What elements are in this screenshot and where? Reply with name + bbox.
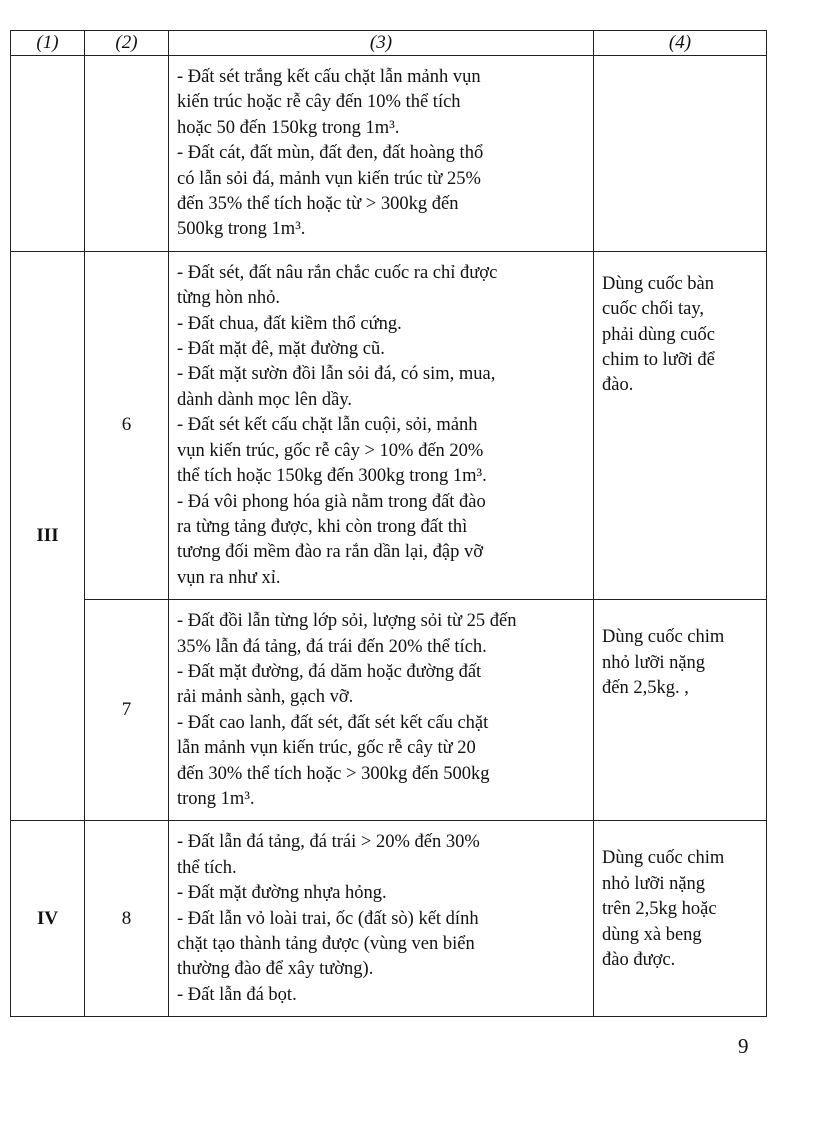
- desc-line: - Đất cát, đất mùn, đất đen, đất hoàng thổ: [177, 143, 484, 164]
- desc-line: vụn kiến trúc, gốc rễ cây > 10% đến 20%: [177, 440, 484, 461]
- table-row-continuation: [11, 56, 767, 252]
- header-row: [11, 31, 767, 56]
- desc-line: - Đất cao lanh, đất sét, đất sét kết cấu chặt: [177, 712, 489, 733]
- table-row-8: [11, 821, 767, 1017]
- header-col-4: (4): [594, 31, 767, 56]
- tool-line: Dùng cuốc bàn: [602, 273, 714, 294]
- description-cell: [169, 56, 594, 252]
- row-number-6: 6: [85, 251, 169, 599]
- desc-line: - Đất lẫn vỏ loài trai, ốc (đất sò) kết dính: [177, 908, 479, 929]
- desc-line: - Đá vôi phong hóa già nằm trong đất đào: [177, 491, 486, 512]
- row-number-8: 8: [85, 821, 169, 1017]
- row-number-7: 7: [85, 600, 169, 821]
- desc-line: thường đào để xây tường).: [177, 959, 374, 980]
- description-cell: [169, 600, 594, 821]
- desc-line: - Đất lẫn đá tảng, đá trái > 20% đến 30%: [177, 832, 480, 853]
- desc-line: - Đất lẫn đá bọt.: [177, 984, 297, 1005]
- desc-line: tương đối mềm đào ra rắn dần lại, đập vỡ: [177, 542, 483, 563]
- desc-line: thể tích hoặc 150kg đến 300kg trong 1m³.: [177, 466, 487, 487]
- tool-line: cuốc chối tay,: [602, 299, 705, 320]
- group-cell-empty: [11, 56, 85, 252]
- desc-line: đến 30% thể tích hoặc > 300kg đến 500kg: [177, 763, 490, 784]
- tool-line: đào được.: [602, 950, 676, 970]
- tool-cell-empty: [594, 56, 767, 252]
- tool-line: Dùng cuốc chim: [602, 848, 725, 869]
- desc-line: - Đất sét trắng kết cấu chặt lẫn mảnh vụn: [177, 67, 481, 87]
- desc-line: - Đất mặt đường, đá dăm hoặc đường đất: [177, 661, 482, 682]
- desc-line: thể tích.: [177, 857, 237, 878]
- desc-line: - Đất đồi lẫn từng lớp sỏi, lượng sỏi từ 25 đến: [177, 611, 517, 632]
- header-col-3: (3): [169, 31, 594, 56]
- desc-line: 500kg trong 1m³.: [177, 219, 306, 240]
- tool-line: phải dùng cuốc: [602, 324, 716, 345]
- tool-line: đào.: [602, 375, 634, 396]
- desc-line: dành dành mọc lên dầy.: [177, 389, 353, 410]
- page-number: 9: [738, 1034, 749, 1058]
- table-row-6: [11, 251, 767, 599]
- group-label-III: III: [11, 251, 85, 821]
- desc-line: - Đất mặt đường nhựa hỏng.: [177, 883, 387, 904]
- number-cell-empty: [85, 56, 169, 252]
- tool-cell: [594, 251, 767, 599]
- table-row-7: [11, 600, 767, 821]
- desc-line: chặt tạo thành tảng được (vùng ven biển: [177, 934, 475, 954]
- desc-line: từng hòn nhỏ.: [177, 288, 281, 309]
- desc-line: hoặc 50 đến 150kg trong 1m³.: [177, 117, 400, 138]
- desc-line: kiến trúc hoặc rễ cây đến 10% thể tích: [177, 92, 461, 113]
- tool-line: chim to lưỡi để: [602, 350, 715, 371]
- desc-line: - Đất sét kết cấu chặt lẫn cuội, sỏi, mảnh: [177, 415, 478, 436]
- group-label-IV: IV: [11, 821, 85, 1017]
- desc-line: đến 35% thể tích hoặc từ > 300kg đến: [177, 194, 459, 215]
- tool-cell: [594, 600, 767, 821]
- desc-line: lẫn mảnh vụn kiến trúc, gốc rễ cây từ 20: [177, 738, 476, 759]
- description-cell: [169, 821, 594, 1017]
- tool-line: Dùng cuốc chim: [602, 627, 725, 648]
- desc-line: 35% lẫn đá tảng, đá trái đến 20% thể tích.: [177, 636, 487, 657]
- description-cell: [169, 251, 594, 599]
- desc-line: - Đất mặt đê, mặt đường cũ.: [177, 339, 385, 360]
- desc-line: - Đất chua, đất kiềm thổ cứng.: [177, 313, 402, 334]
- desc-line: ra từng tảng được, khi còn trong đất thì: [177, 516, 468, 537]
- tool-line: dùng xà beng: [602, 924, 702, 945]
- desc-line: rải mảnh sành, gạch vỡ.: [177, 687, 354, 708]
- tool-line: đến 2,5kg. ,: [602, 677, 689, 698]
- tool-line: nhỏ lưỡi nặng: [602, 873, 706, 894]
- desc-line: - Đất sét, đất nâu rắn chắc cuốc ra chỉ được: [177, 262, 498, 283]
- desc-line: có lẫn sỏi đá, mảnh vụn kiến trúc từ 25%: [177, 168, 481, 189]
- tool-line: nhỏ lưỡi nặng: [602, 652, 706, 673]
- header-col-2: (2): [85, 31, 169, 56]
- desc-line: trong 1m³.: [177, 788, 255, 809]
- desc-line: vụn ra như xỉ.: [177, 567, 281, 588]
- soil-classification-table: [10, 30, 767, 1017]
- tool-cell: [594, 821, 767, 1017]
- header-col-1: (1): [11, 31, 85, 56]
- desc-line: - Đất mặt sườn đồi lẫn sỏi đá, có sim, mua,: [177, 364, 496, 385]
- tool-line: trên 2,5kg hoặc: [602, 899, 717, 920]
